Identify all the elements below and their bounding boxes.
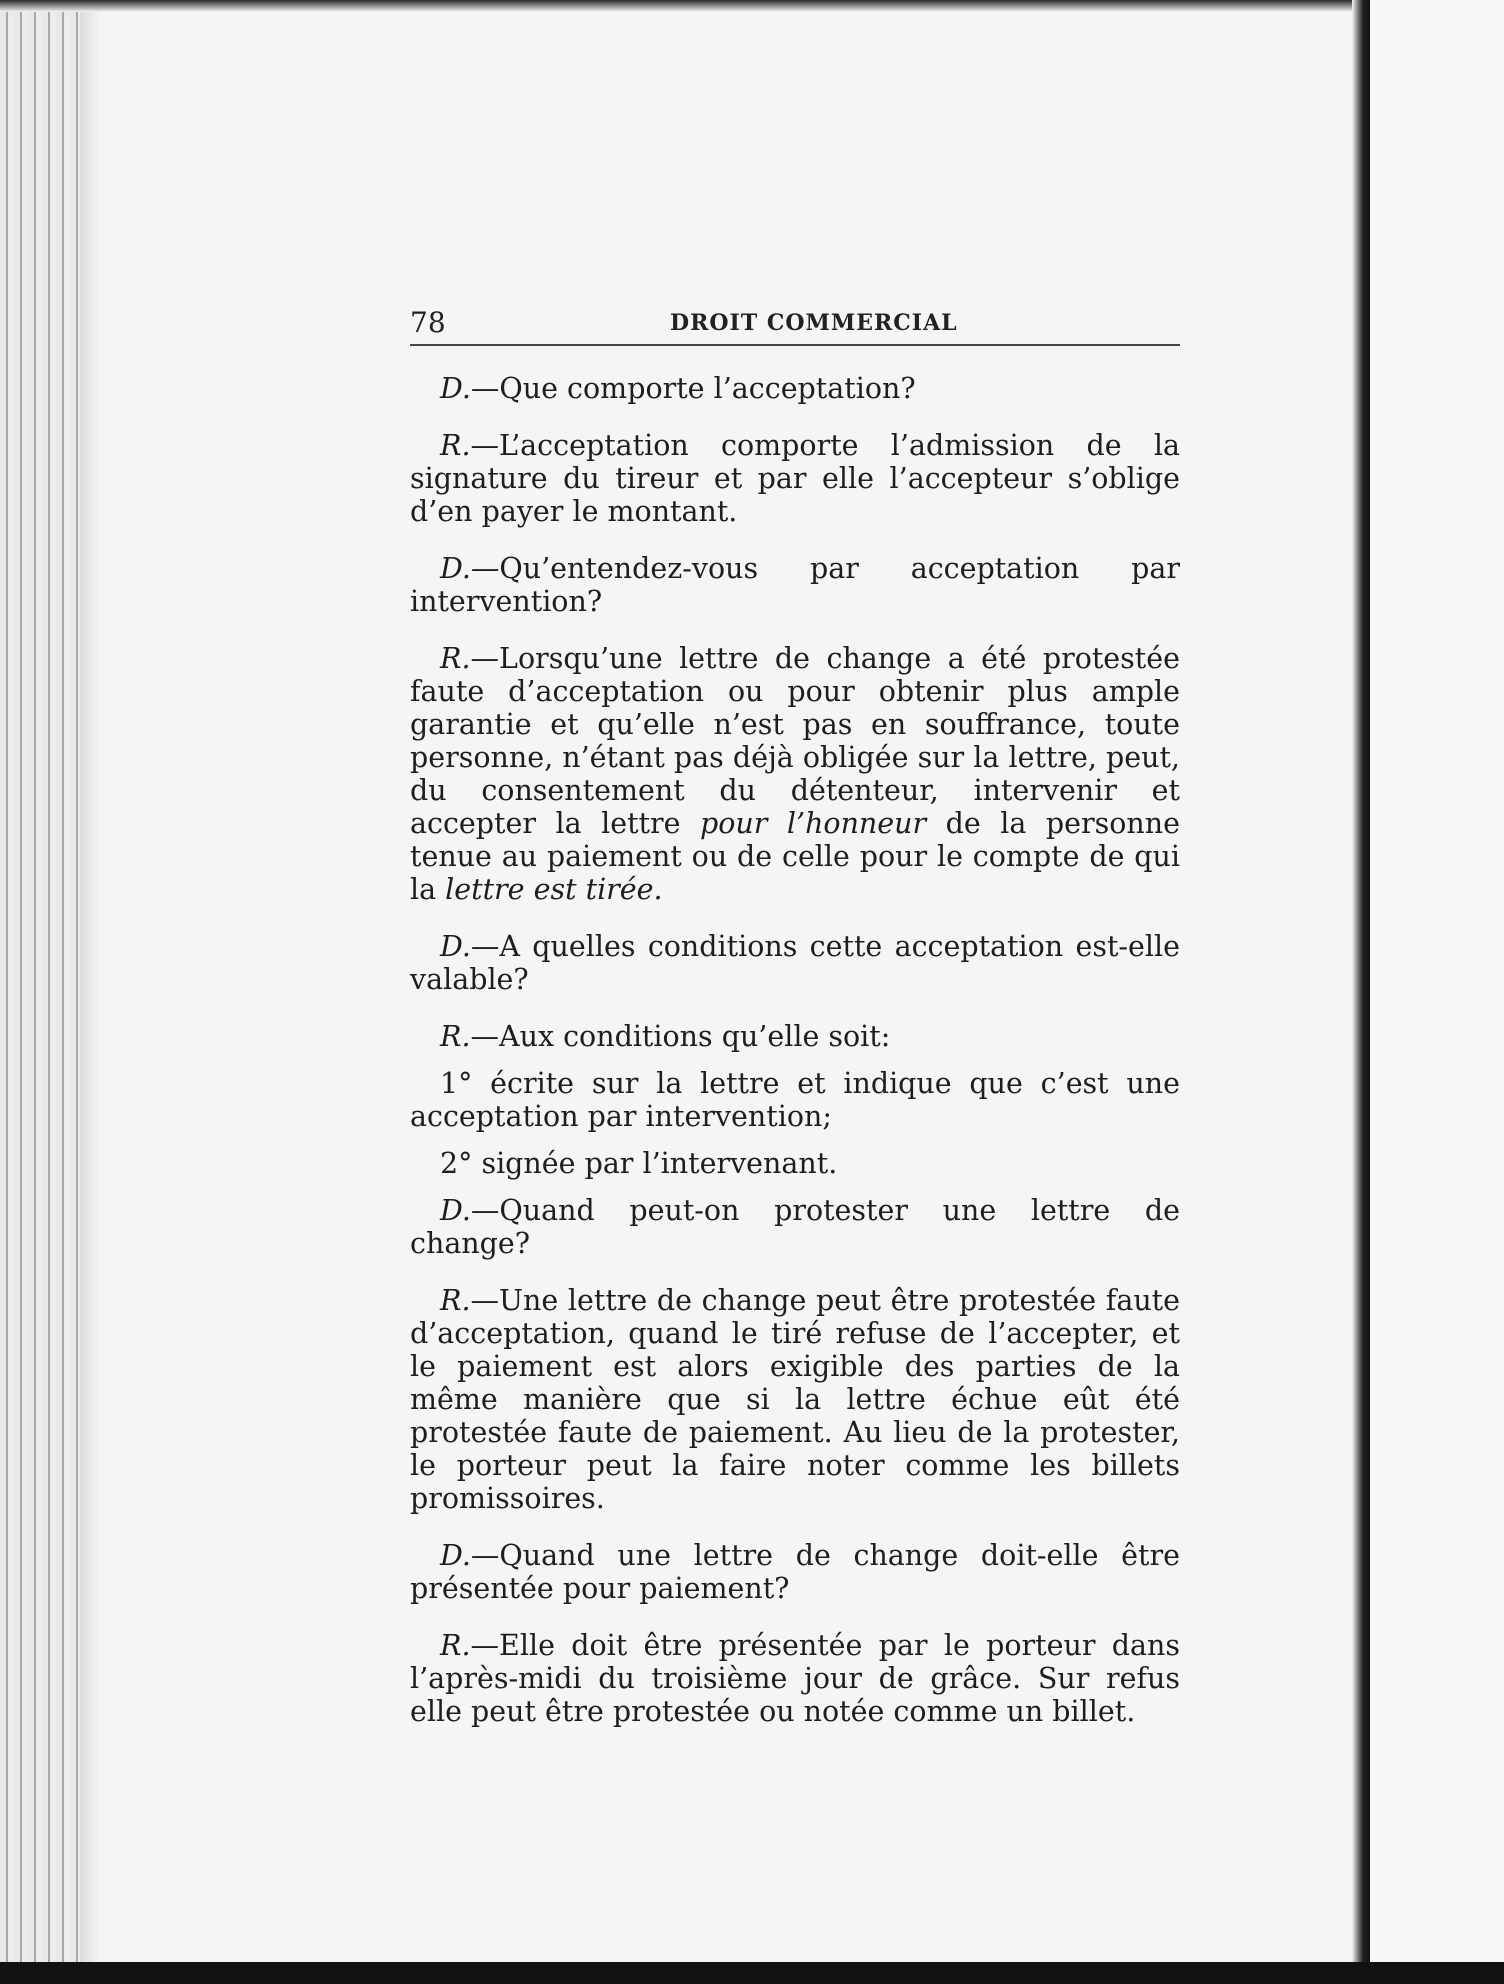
paragraph-text: —Aux conditions qu’elle soit: xyxy=(470,1020,891,1053)
question-label: D. xyxy=(440,1194,471,1227)
paragraph-text: —Quand une lettre de change doit-elle être présentée pour paiement? xyxy=(410,1539,1180,1605)
question-label: D. xyxy=(440,372,471,405)
answer-paragraph xyxy=(410,1020,1180,1053)
paragraph-text: 2° signée par l’intervenant. xyxy=(440,1147,838,1180)
paragraph-text: —Elle doit être présentée par le porteur dans l’après-midi du troisième jour de grâce. Sur refus elle peut être protestée ou notée comme un billet. xyxy=(410,1629,1180,1728)
question-paragraph xyxy=(410,1539,1180,1605)
italic-phrase: pour l’honneur xyxy=(700,807,927,840)
italic-phrase: lettre est tirée. xyxy=(445,873,663,906)
question-label: D. xyxy=(440,930,471,963)
answer-label: R. xyxy=(440,642,471,675)
facing-page-strip xyxy=(1370,0,1504,1972)
top-page-edge xyxy=(0,0,1365,12)
paragraph-text: —Une lettre de change peut être protestée faute d’acceptation, quand le tiré refuse de l’accepter, et le paiement est alors exigible des parties de la même manière que si la lettre échue eût été protestée faute de paiement. Au lieu de la protester, le porteur peut la faire noter comme les billets promissoires. xyxy=(410,1284,1180,1515)
page-edge-shadow xyxy=(80,0,100,1972)
answer-label: R. xyxy=(440,429,471,462)
answer-paragraph xyxy=(410,1284,1180,1515)
answer-label: R. xyxy=(440,1020,471,1053)
running-title: DROIT COMMERCIAL xyxy=(670,310,958,336)
answer-paragraph xyxy=(410,642,1180,906)
question-label: D. xyxy=(440,552,471,585)
answer-label: R. xyxy=(440,1284,471,1317)
question-paragraph xyxy=(410,552,1180,618)
paragraph-text: —L’acceptation comporte l’admission de la signature du tireur et par elle l’accepteur s’oblige d’en payer le montant. xyxy=(410,429,1180,528)
paragraph-text: —Lorsqu’une lettre de change a été protestée faute d’acceptation ou pour obtenir plus ample garantie et qu’elle n’est pas en souffrance, toute personne, n’étant pas déjà obligée sur la lettre, peut, du consentement du détenteur, intervenir et accepter la lettre xyxy=(410,642,1180,840)
question-paragraph xyxy=(410,930,1180,996)
page-body xyxy=(410,372,1180,1752)
paragraph-text: —Qu’entendez-vous par acceptation par intervention? xyxy=(410,552,1180,618)
bottom-border xyxy=(0,1962,1504,1984)
answer-paragraph xyxy=(410,1629,1180,1728)
list-item xyxy=(410,1147,1180,1180)
page-number: 78 xyxy=(410,306,446,339)
stacked-page-edges xyxy=(0,0,80,1972)
page-header xyxy=(410,300,1180,346)
paragraph-text: —Quand peut-on protester une lettre de change? xyxy=(410,1194,1180,1260)
answer-paragraph xyxy=(410,429,1180,528)
question-label: D. xyxy=(440,1539,471,1572)
binding-gutter xyxy=(1352,0,1370,1972)
paragraph-text: —Que comporte l’acceptation? xyxy=(470,372,916,405)
paragraph-text: —A quelles conditions cette acceptation est-elle valable? xyxy=(410,930,1180,996)
paragraph-text: de la personne tenue au paiement ou de celle pour le compte de qui la xyxy=(410,807,1180,906)
list-item xyxy=(410,1067,1180,1133)
paragraph-text: 1° écrite sur la lettre et indique que c’est une acceptation par intervention; xyxy=(410,1067,1180,1133)
answer-label: R. xyxy=(440,1629,471,1662)
question-paragraph xyxy=(410,1194,1180,1260)
question-paragraph xyxy=(410,372,1180,405)
